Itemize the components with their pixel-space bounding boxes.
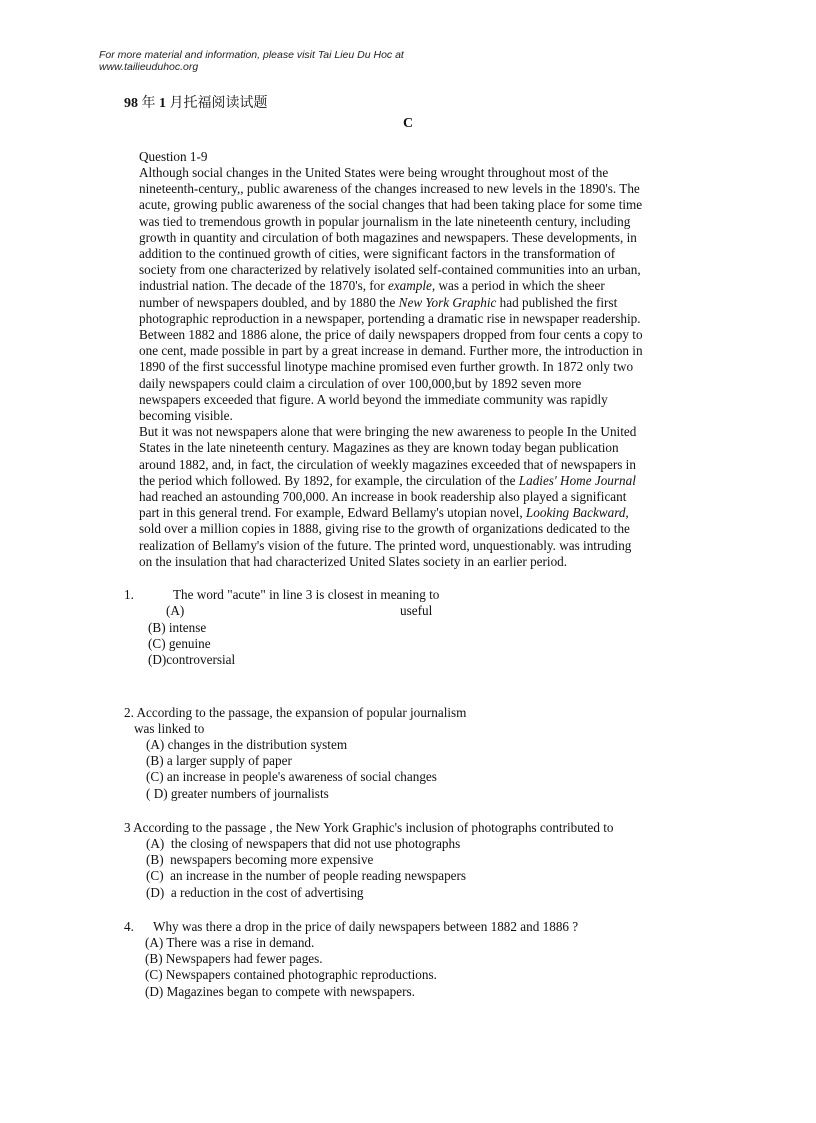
title-year: 98 bbox=[124, 96, 138, 111]
passage-text: the period which followed. By 1892, for example, the circulation of the bbox=[139, 472, 519, 488]
title-text: 年 bbox=[138, 96, 159, 111]
passage-text: nineteenth-century,, public awareness of the changes increased to new levels in the 1890's. The bbox=[139, 181, 640, 197]
header-note: For more material and information, please visit Tai Lieu Du Hoc at bbox=[99, 49, 404, 61]
passage-line bbox=[139, 343, 643, 359]
passage-line bbox=[139, 230, 637, 246]
question-stem: The word "acute" in line 3 is closest in meaning to bbox=[173, 587, 440, 602]
passage-line bbox=[139, 376, 581, 392]
passage-text: daily newspapers could claim a circulation of over 100,000,but by 1892 seven more bbox=[139, 375, 582, 391]
passage-line bbox=[139, 473, 636, 489]
passage-italic-title: Ladies' Home Journal bbox=[518, 472, 636, 488]
passage-line bbox=[139, 489, 626, 505]
option-d: ( D) greater numbers of journalists bbox=[146, 786, 329, 801]
option-a: (A) the closing of newspapers that did not use photographs bbox=[146, 836, 461, 851]
passage-text: on the insulation that had characterized United Slates society in an earlier period. bbox=[139, 553, 568, 569]
passage-text: acute, growing public awareness of the social changes that had been taking place for some time bbox=[139, 197, 643, 213]
passage-line bbox=[139, 392, 608, 408]
passage-line bbox=[139, 181, 640, 197]
option-b: (B) Newspapers had fewer pages. bbox=[145, 951, 323, 966]
passage-text: number of newspapers doubled, and by 1880 the bbox=[139, 294, 399, 310]
option-b: (B) newspapers becoming more expensive bbox=[146, 852, 374, 867]
question-stem-cont: was linked to bbox=[134, 721, 205, 736]
passage-text: growth in quantity and circulation of both magazines and newspapers. These developments, in bbox=[139, 229, 637, 245]
question-stem: 3 According to the passage , the New York Graphic's inclusion of photographs contributed to bbox=[124, 820, 614, 835]
passage-line bbox=[139, 295, 617, 311]
passage-text: had published the first bbox=[496, 294, 618, 310]
passage-italic-title: Looking Backward, bbox=[525, 505, 629, 521]
passage-line bbox=[139, 197, 642, 213]
passage-text: around 1882, and, in fact, the circulation of weekly magazines exceeded that of newspapers in bbox=[139, 456, 636, 472]
passage-line bbox=[139, 359, 633, 375]
option-c: (C) an increase in people's awareness of social changes bbox=[146, 769, 437, 784]
option-d: (D)controversial bbox=[148, 652, 236, 667]
passage-text: Although social changes in the United States were being wrought throughout most of the bbox=[139, 165, 609, 180]
passage-text: 1890 of the first successful linotype machine promised even further growth. In 1872 only two bbox=[139, 359, 634, 375]
option-a: (A) There was a rise in demand. bbox=[145, 935, 315, 950]
passage-line bbox=[139, 440, 619, 456]
header-url[interactable]: www.tailieuduhoc.org bbox=[99, 61, 199, 73]
passage-line bbox=[139, 457, 636, 473]
passage-line bbox=[139, 327, 643, 343]
passage-text: realization of Bellamy's vision of the future. The printed word, unquestionably. was intruding bbox=[139, 537, 632, 553]
title-text: 月托福阅读试题 bbox=[166, 96, 268, 111]
passage-text: had reached an astounding 700,000. An increase in book readership also played a significant bbox=[139, 489, 627, 504]
passage-heading: Question 1-9 bbox=[139, 149, 208, 164]
question-stem: 2. According to the passage, the expansion of popular journalism bbox=[124, 705, 467, 720]
option-b: (B) intense bbox=[148, 620, 207, 635]
title-month: 1 bbox=[159, 96, 166, 111]
passage-text: becoming visible. bbox=[139, 408, 233, 423]
passage-text: Between 1882 and 1886 alone, the price of daily newspapers dropped from four cents a copy to bbox=[139, 327, 643, 342]
passage-text: States in the late nineteenth century. Magazines as they are known today began publication bbox=[139, 440, 619, 456]
passage-line bbox=[139, 538, 631, 554]
passage-line bbox=[139, 214, 630, 230]
passage-line bbox=[139, 262, 641, 278]
passage-line bbox=[139, 311, 641, 327]
passage-line bbox=[139, 246, 615, 262]
passage-text: part in this general trend. For example, Edward Bellamy's utopian novel, bbox=[139, 505, 526, 521]
page-title bbox=[124, 96, 268, 112]
option-c: (C) Newspapers contained photographic reproductions. bbox=[145, 967, 437, 982]
option-a: (A) bbox=[166, 603, 185, 618]
passage-text: addition to the continued growth of cities, were significant factors in the transformation of bbox=[139, 246, 616, 261]
question-number: 1. bbox=[124, 587, 134, 602]
passage-text: newspapers exceeded that figure. A world beyond the immediate community was rapidly bbox=[139, 391, 608, 407]
passage-text: one cent, made possible in part by a great increase in demand. Further more, the introduction in bbox=[139, 343, 643, 359]
passage-text: sold over a million copies in 1888, giving rise to the growth of organizations dedicated to the bbox=[139, 521, 630, 537]
passage-text: But it was not newspapers alone that were bringing the new awareness to people In the United bbox=[139, 424, 637, 440]
question-stem: Why was there a drop in the price of daily newspapers between 1882 and 1886 ? bbox=[153, 919, 579, 934]
passage-line bbox=[139, 424, 636, 440]
passage-line bbox=[139, 521, 630, 537]
option-a-text: useful bbox=[400, 603, 433, 618]
option-b: (B) a larger supply of paper bbox=[146, 753, 292, 768]
option-d: (D) a reduction in the cost of advertising bbox=[146, 885, 364, 900]
option-c: (C) an increase in the number of people reading newspapers bbox=[146, 868, 467, 883]
passage-text: was a period in which the sheer bbox=[435, 278, 605, 294]
passage-line bbox=[139, 505, 629, 521]
passage-line bbox=[139, 554, 567, 570]
passage-text: society from one characterized by relatively isolated self-contained communities into an urban, bbox=[139, 262, 641, 278]
passage-line bbox=[139, 278, 605, 294]
option-a: (A) changes in the distribution system bbox=[146, 737, 348, 752]
section-letter: C bbox=[403, 116, 414, 131]
passage-line bbox=[139, 165, 608, 181]
option-c: (C) genuine bbox=[148, 636, 211, 651]
passage-text: photographic reproduction in a newspaper, portending a dramatic rise in newspaper readership. bbox=[139, 310, 641, 326]
passage-italic-title: New York Graphic bbox=[398, 294, 497, 310]
passage-text: industrial nation. The decade of the 1870's, for bbox=[139, 278, 388, 294]
passage-text: was tied to tremendous growth in popular journalism in the late nineteenth century, including bbox=[139, 213, 631, 229]
passage-line bbox=[139, 408, 233, 424]
option-d: (D) Magazines began to compete with newspapers. bbox=[145, 984, 415, 999]
question-number: 4. bbox=[124, 919, 134, 934]
passage-italic-title: example, bbox=[387, 278, 436, 294]
